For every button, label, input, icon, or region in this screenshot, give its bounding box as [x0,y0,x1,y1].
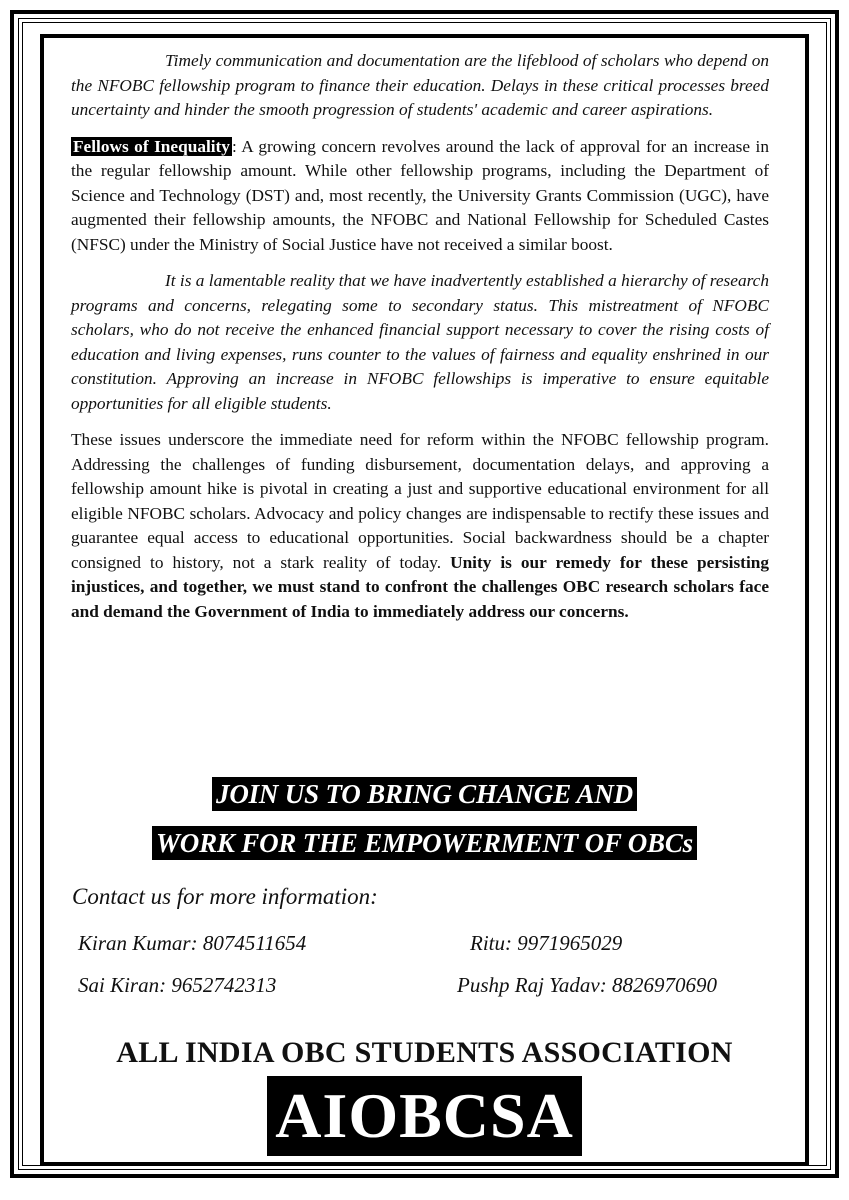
paragraph-communication: Timely communication and documentation are the lifeblood of scholars who depend on the NFOBC fellowship program to finance their education. Delays in these critical processes breed uncertainty and hinder the smooth progression of students' academic and career aspirations. [71,51,769,119]
contact-sai-kiran: Sai Kiran: 9652742313 [78,973,277,997]
paragraph-hierarchy: It is a lamentable reality that we have inadvertently established a hierarchy of research programs and concerns, relegating some to secondary status. This mistreatment of NFOBC scholars, who do not receive the enhanced financial support necessary to cover the rising costs of education and living expenses, runs counter to the values of fairness and equality enshrined in our constitution. Approving an increase in NFOBC fellowships is imperative to ensure equitable opportunities for all eligible students. [71,271,769,413]
organization-acronym: AIOBCSA [267,1076,582,1156]
paragraph-text: : A growing concern revolves around the lack of approval for an increase in the regular fellowship amount. While other fellowship programs, including the Department of Science and Technology (DST) and, most recently, the University Grants Commission (UGC), have augmented their fellowship amounts, the NFOBC and National Fellowship for Scheduled Castes (NFSC) under the Ministry of Social Justice have not received a similar boost. [71,136,769,254]
banner-line-2: WORK FOR THE EMPOWERMENT OF OBCs [152,826,697,860]
banner-line-1: JOIN US TO BRING CHANGE AND [212,777,637,811]
banner-line-1-wrap [40,777,809,811]
banner-line-2-wrap [40,826,809,860]
paragraph-reform [71,428,769,624]
organization-acronym-wrap [40,1076,809,1156]
organization-name: ALL INDIA OBC STUDENTS ASSOCIATION [116,1036,733,1069]
contact-pushp-raj-yadav: Pushp Raj Yadav: 8826970690 [457,973,717,997]
contact-ritu: Ritu: 9971965029 [470,931,623,955]
paragraph-text: These issues underscore the immediate need for reform within the NFOBC fellowship program. Addressing the challenges of funding disbursement, documentation delays, and approving a fellowship amount hike is pivotal in creating a just and supportive educational environment for all eligible NFOBC scholars. Advocacy and policy changes are indispensable to rectify these issues and guarantee equal access to educational opportunities. Social backwardness should be a chapter consigned to history, not a stark reality of today. [71,430,769,572]
section-label: Fellows of Inequality [73,136,230,156]
document-body [71,49,769,624]
contact-heading: Contact us for more information: [72,884,378,909]
contact-kiran-kumar: Kiran Kumar: 8074511654 [78,931,307,955]
paragraph-emphasis: Unity is our remedy for these persisting injustices, and together, we must stand to confront the challenges OBC research scholars face and demand the Government of India to immediately address our concerns. [71,552,769,621]
paragraph-fellows-of-inequality [71,135,769,258]
